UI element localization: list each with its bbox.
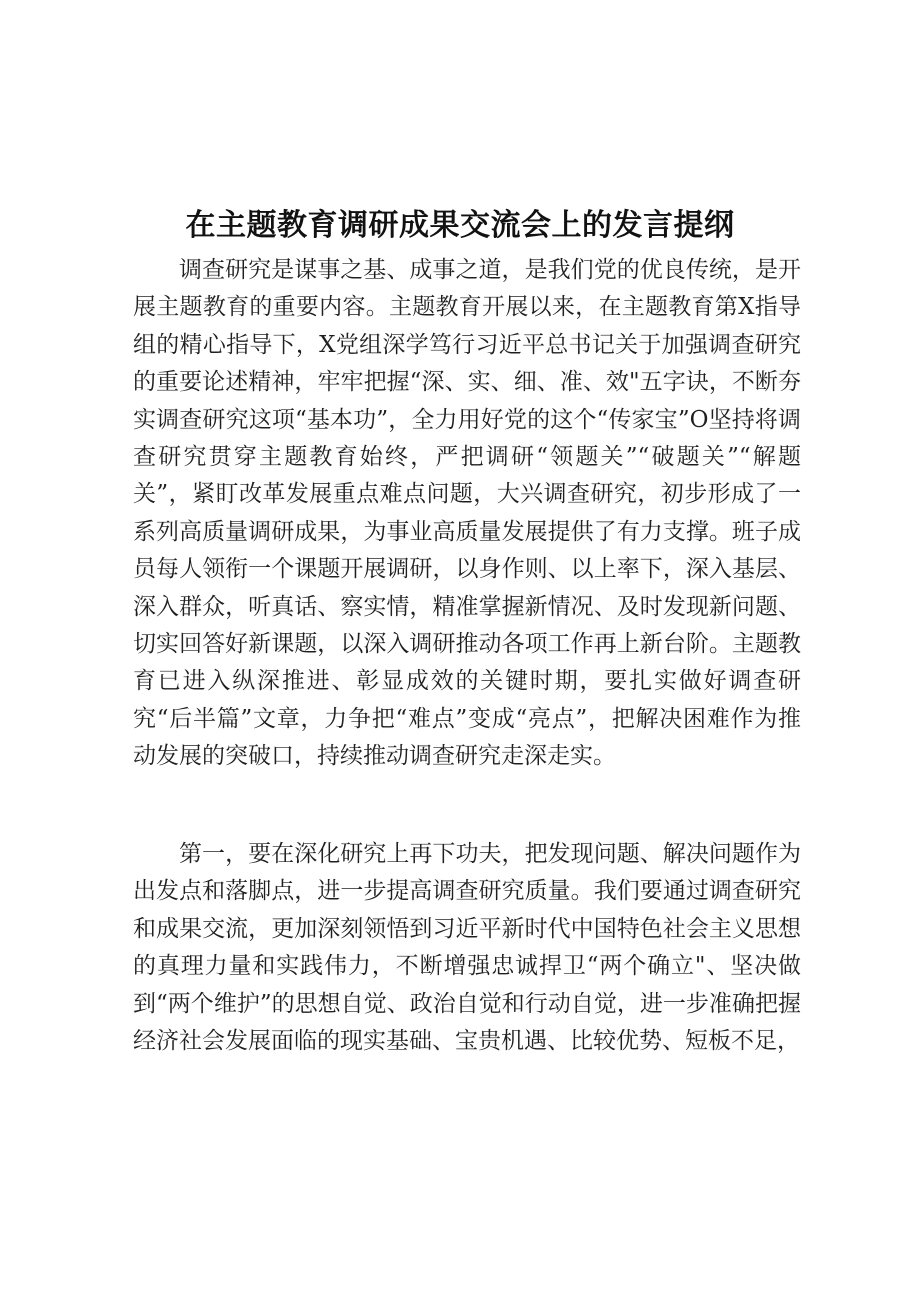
paragraph-intro: 调查研究是谋事之基、成事之道，是我们党的优良传统，是开展主题教育的重要内容。主题教育开展以来，在主题教育第X指导组的精心指导下，X党组深学笃行习近平总书记关于加强调查研究的重要论述精神，牢牢把握“深、实、细、准、效"五字诀，不断夯实调查研究这项“基本功”，全力用好党的这个“传家宝”O坚持将调查研究贯穿主题教育始终，严把调研“领题关”“破题关”“解题关”，紧盯改革发展重点难点问题，大兴调查研究，初步形成了一系列高质量调研成果，为事业高质量发展提供了有力支撑。班子成员每人领衔一个课题开展调研，以身作则、以上率下，深入基层、深入群众，听真话、察实情，精准掌握新情况、及时发现新问题、切实回答好新课题，以深入调研推动各项工作再上新台阶。主题教育已进入纵深推进、彰显成效的关键时期，要扎实做好调查研究“后半篇”文章，力争把“难点”变成“亮点”，把解决困难作为推动发展的突破口，持续推动调查研究走深走实。 bbox=[133, 257, 801, 770]
paragraph-first-point: 第一，要在深化研究上再下功夫，把发现问题、解决问题作为出发点和落脚点，进一步提高调查研究质量。我们要通过调查研究和成果交流，更加深刻领悟到习近平新时代中国特色社会主义思想的真理力量和实践伟力，不断增强忠诚捍卫“两个确立"、坚决做到“两个维护”的思想自觉、政治自觉和行动自觉，进一步准确把握经济社会发展面临的现实基础、宝贵机遇、比较优势、短板不足， bbox=[133, 841, 801, 1055]
document-title: 在主题教育调研成果交流会上的发言提纲 bbox=[185, 208, 735, 243]
